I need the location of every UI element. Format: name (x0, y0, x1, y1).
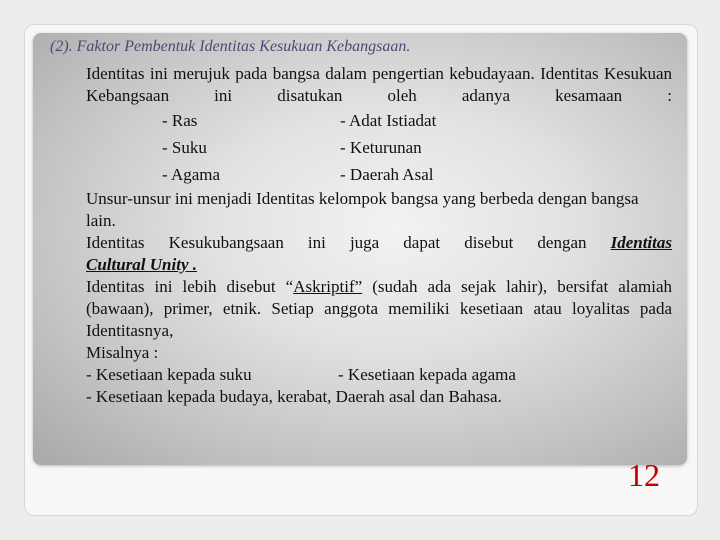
list-item: - Ras (162, 111, 198, 130)
askriptif-rest: (sudah ada sejak lahir), bersifat alamiah (bawaan), primer, etnik. Setiap anggota memiliki kesetiaan atau loyalitas pada Identitasnya, (86, 277, 672, 340)
list-item: - Daerah Asal (340, 165, 434, 184)
paragraph-cultural-unity-cont (86, 254, 672, 276)
cultural-unity-prefix: Identitas Kesukubangsaan ini juga dapat disebut dengan (86, 233, 587, 252)
askriptif-prefix: Identitas ini lebih disebut “ (86, 277, 294, 296)
example-item: - Kesetiaan kepada budaya, kerabat, Daerah asal dan Bahasa. (86, 387, 502, 406)
paragraph-intro: Identitas ini merujuk pada bangsa dalam pengertian kebudayaan. Identitas Kesukuan Kebangsaan ini disatukan oleh adanya kesamaan : (86, 64, 672, 105)
example-item: - Kesetiaan kepada suku (86, 365, 252, 384)
list-item: - Keturunan (340, 138, 422, 157)
example-row (86, 364, 672, 386)
cultural-unity-term-cont: Cultural Unity . (86, 255, 198, 274)
askriptif-term: Askriptif” (293, 277, 363, 296)
list-row (86, 161, 672, 188)
identity-list (86, 107, 672, 188)
list-item: - Agama (162, 165, 221, 184)
paragraph-cultural-unity (86, 232, 672, 254)
list-item: - Adat Istiadat (340, 111, 437, 130)
slide-heading: (2). Faktor Pembentuk Identitas Kesukuan Kebangsaan. (50, 38, 411, 55)
paragraph-askriptif (86, 276, 672, 342)
list-item: - Suku (162, 138, 207, 157)
list-row (86, 134, 672, 161)
paragraph-unsur: Unsur-unsur ini menjadi Identitas kelompok bangsa yang berbeda dengan bangsa lain. (86, 189, 639, 230)
list-row (86, 107, 672, 134)
example-item: - Kesetiaan kepada agama (338, 365, 516, 384)
cultural-unity-term: Identitas (610, 233, 672, 252)
example-label: Misalnya : (86, 343, 159, 362)
page-number: 12 (628, 457, 660, 493)
slide-body (86, 63, 672, 408)
